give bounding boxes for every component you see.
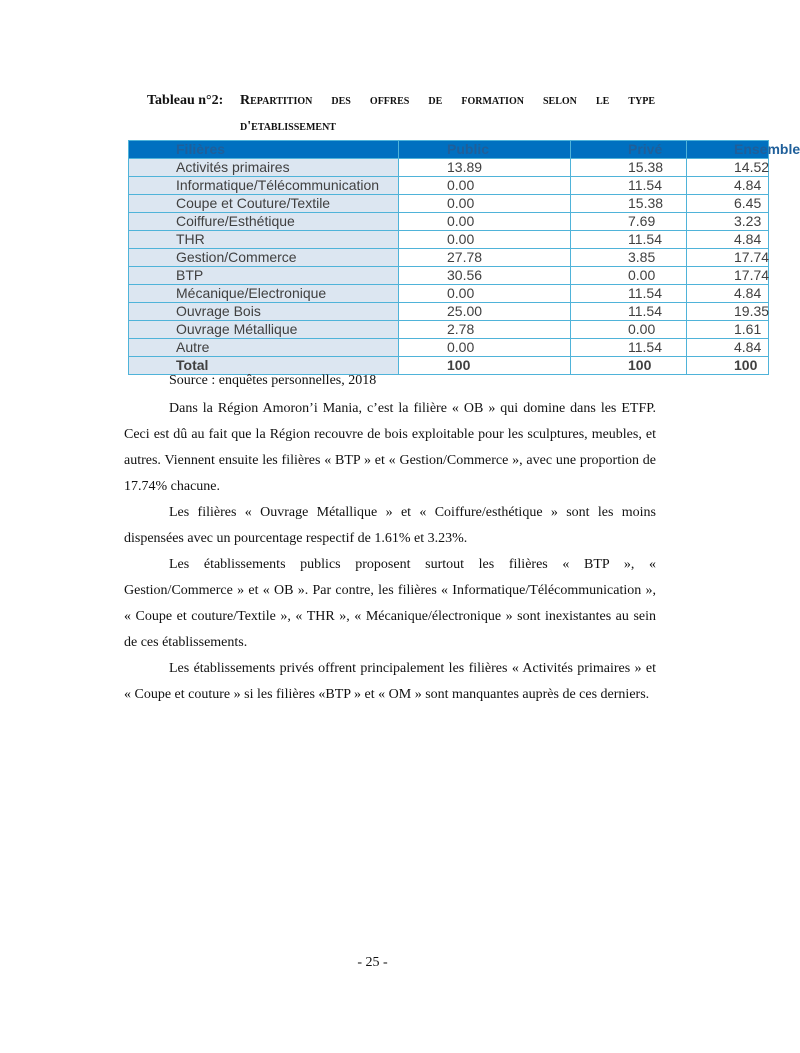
cell-public: 0.00 [399,213,571,231]
cell-ensemble: 4.84 [687,339,769,357]
header-ensemble: Ensemble [687,141,769,159]
cell-prive: 7.69 [571,213,687,231]
cell-ensemble: 17.74 [687,249,769,267]
cell-public: 30.56 [399,267,571,285]
cell-filiere: Activités primaires [129,159,399,177]
cell-public: 0.00 [399,339,571,357]
cell-prive: 3.85 [571,249,687,267]
table-row [129,303,769,321]
table-row [129,285,769,303]
cell-ensemble: 1.61 [687,321,769,339]
table-row [129,267,769,285]
header-filieres: Filières [129,141,399,159]
cell-public: 0.00 [399,231,571,249]
table-row [129,339,769,357]
cell-prive: 11.54 [571,231,687,249]
cell-prive: 11.54 [571,339,687,357]
cell-filiere: Mécanique/Electronique [129,285,399,303]
table-row [129,321,769,339]
formation-table [128,140,800,375]
table-caption-title-line2: d'etablissement [240,119,336,134]
cell-ensemble: 4.84 [687,231,769,249]
table-row [129,177,769,195]
cell-ensemble: 3.23 [687,213,769,231]
paragraph: Dans la Région Amoron’i Mania, c’est la filière « OB » qui domine dans les ETFP. Ceci est dû au fait que la Région recouvre de bois exploitable pour les sculptures, meubles, et autres. Viennent ensuite les filières « BTP » et « Gestion/Commerce », avec une proportion de 17.74% chacune. [124,401,656,494]
cell-public: 0.00 [399,195,571,213]
cell-filiere: Coupe et Couture/Textile [129,195,399,213]
header-public: Public [399,141,571,159]
cell-prive: 11.54 [571,177,687,195]
table-row [129,231,769,249]
table-row [129,249,769,267]
cell-ensemble: 17.74 [687,267,769,285]
paragraph: Les filières « Ouvrage Métallique » et « Coiffure/esthétique » sont les moins dispensées avec un pourcentage respectif de 1.61% et 3.23%. [124,505,656,546]
cell-prive: 0.00 [571,321,687,339]
cell-ensemble: 14.52 [687,159,769,177]
cell-filiere: Gestion/Commerce [129,249,399,267]
cell-public: 0.00 [399,285,571,303]
cell-ensemble: 6.45 [687,195,769,213]
cell-prive: 0.00 [571,267,687,285]
table-header-row [129,141,769,159]
cell-prive: 15.38 [571,195,687,213]
paragraph: Les établissements publics proposent surtout les filières « BTP », « Gestion/Commerce » et « OB ». Par contre, les filières « Informatique/Télécommunication », « Coupe et couture/Textile », « THR », « Mécanique/électronique » sont inexistantes au sein de ces établissements. [124,557,656,650]
table-caption-title [240,88,655,140]
table-row [129,195,769,213]
cell-public: 2.78 [399,321,571,339]
table-caption-title-line1: Repartition des offres de formation selon le type [240,93,655,108]
cell-ensemble: 19.35 [687,303,769,321]
cell-prive: 100 [571,357,687,375]
cell-public: 100 [399,357,571,375]
cell-filiere: Ouvrage Métallique [129,321,399,339]
table-row [129,213,769,231]
cell-filiere: Ouvrage Bois [129,303,399,321]
cell-filiere: THR [129,231,399,249]
cell-prive: 11.54 [571,303,687,321]
table-caption-label: Tableau n°2: [147,93,224,108]
cell-public: 25.00 [399,303,571,321]
table-row [129,159,769,177]
paragraph: Les établissements privés offrent principalement les filières « Activités primaires » et « Coupe et couture » si les filières «BTP » et « OM » sont manquantes auprès de ces derniers. [124,661,656,702]
page-number: - 25 - [357,955,388,970]
cell-filiere: BTP [129,267,399,285]
cell-ensemble: 4.84 [687,177,769,195]
cell-ensemble: 4.84 [687,285,769,303]
table-total-row [129,357,769,375]
cell-filiere: Informatique/Télécommunication [129,177,399,195]
table-source: Source : enquêtes personnelles, 2018 [169,373,377,388]
cell-prive: 15.38 [571,159,687,177]
cell-public: 0.00 [399,177,571,195]
cell-ensemble: 100 [687,357,769,375]
cell-public: 13.89 [399,159,571,177]
header-prive: Privé [571,141,687,159]
cell-filiere: Total [129,357,399,375]
cell-filiere: Autre [129,339,399,357]
cell-filiere: Coiffure/Esthétique [129,213,399,231]
body-text [124,396,656,708]
cell-prive: 11.54 [571,285,687,303]
cell-public: 27.78 [399,249,571,267]
